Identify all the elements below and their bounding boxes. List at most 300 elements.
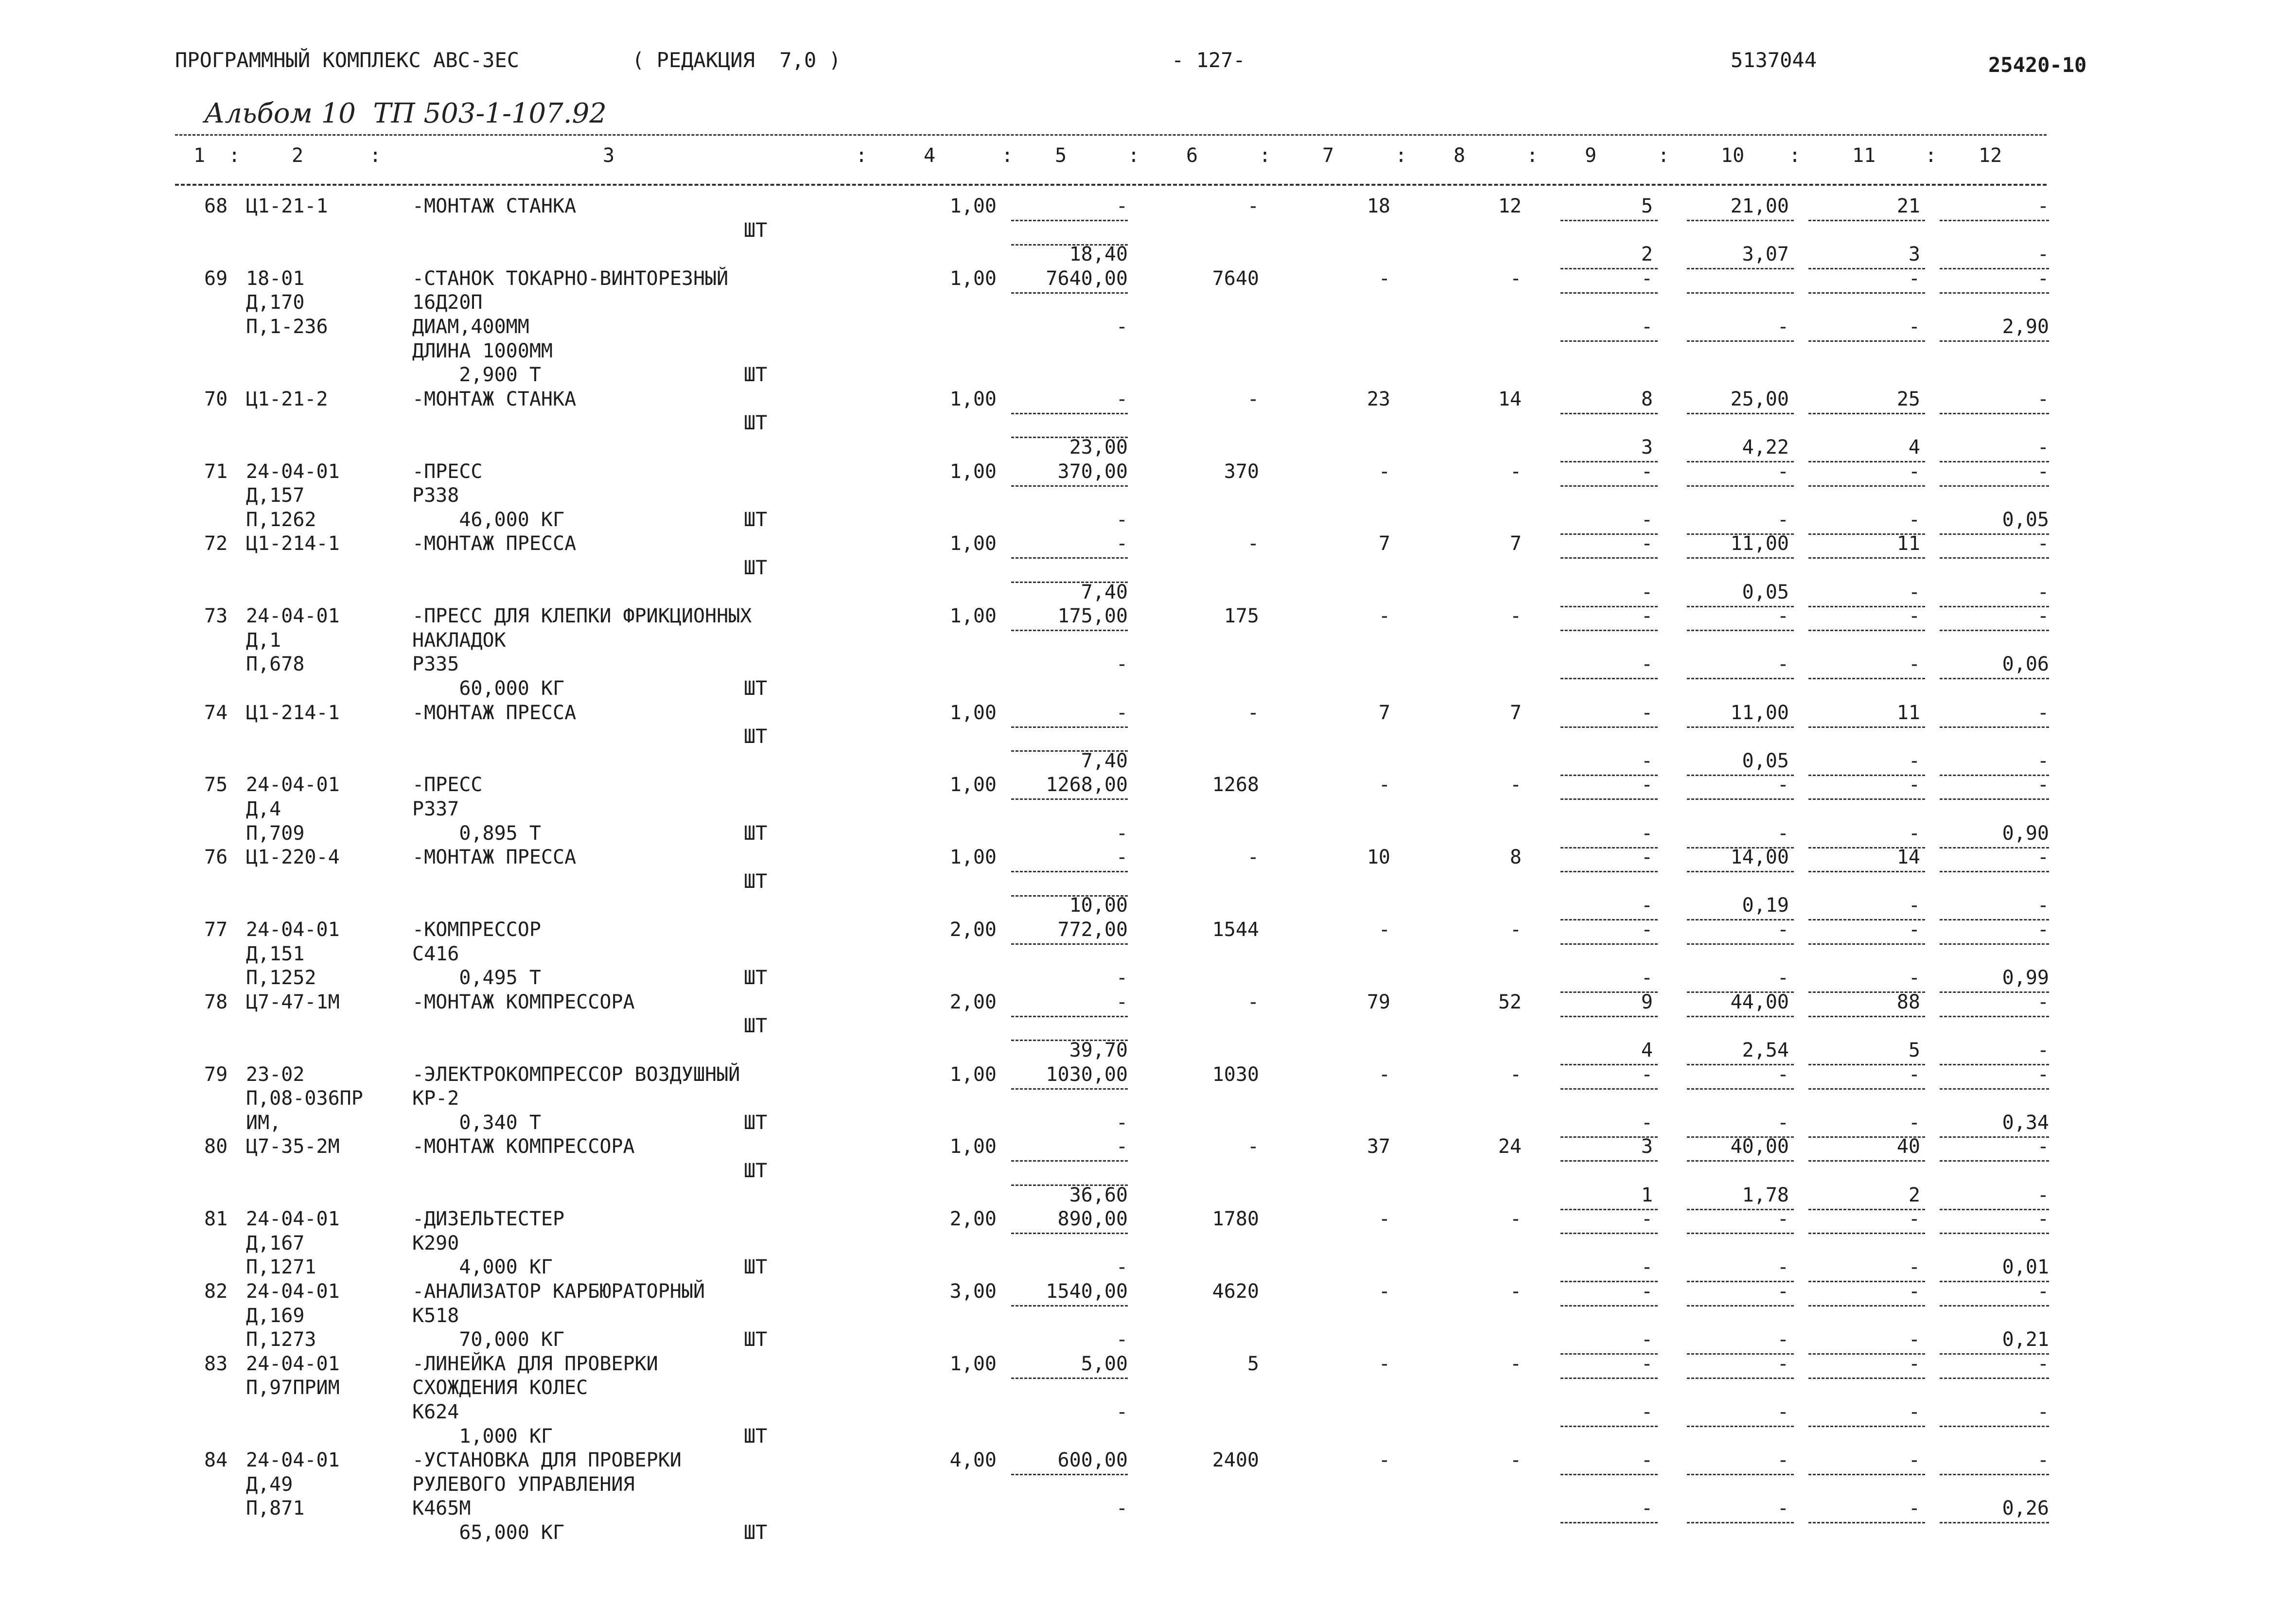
price-underline bbox=[1011, 798, 1128, 800]
cell-c10: 11,00 bbox=[1730, 532, 1789, 555]
cell-underline bbox=[1687, 726, 1794, 728]
cell-c11: - bbox=[1908, 316, 1920, 338]
column-header-10: 10 bbox=[1721, 144, 1745, 167]
cell-code: П,1262 bbox=[246, 508, 316, 531]
cell-num: 80 bbox=[204, 1135, 228, 1158]
cell-num: 73 bbox=[204, 605, 228, 628]
cell-unit: ШТ bbox=[744, 1328, 768, 1351]
cell-underline bbox=[1560, 1522, 1658, 1523]
cell-code: Ц7-35-2М bbox=[246, 1135, 340, 1158]
cell-name: -ПРЕСС bbox=[412, 774, 483, 796]
cell-c4: 1,00 bbox=[949, 1135, 997, 1158]
cell-c12: - bbox=[2037, 460, 2049, 483]
cell-num: 77 bbox=[204, 919, 228, 941]
cell-underline bbox=[1940, 678, 2049, 679]
cell-num: 81 bbox=[204, 1208, 228, 1231]
cell-c10: 1,78 bbox=[1742, 1184, 1789, 1206]
cell-unit: ШТ bbox=[744, 677, 768, 700]
cell-c11: - bbox=[1908, 581, 1920, 603]
cell-c5: 7,40 bbox=[1081, 581, 1128, 603]
cell-name: 0,895 Т bbox=[412, 822, 541, 845]
price-underline bbox=[1011, 485, 1128, 487]
cell-c11: - bbox=[1908, 605, 1920, 628]
cell-c5: - bbox=[1116, 1497, 1128, 1520]
cell-c8: - bbox=[1509, 605, 1522, 628]
cell-underline bbox=[1808, 678, 1925, 679]
cell-c6: 1544 bbox=[1212, 919, 1259, 941]
cell-underline bbox=[1560, 1233, 1658, 1234]
cell-code: П,871 bbox=[246, 1497, 305, 1520]
cell-name: 60,000 КГ bbox=[412, 677, 565, 700]
cell-c8: 7 bbox=[1509, 701, 1522, 724]
cell-c11: - bbox=[1908, 1352, 1920, 1375]
cell-c12: - bbox=[2037, 243, 2049, 266]
cell-c9: - bbox=[1641, 532, 1653, 555]
cell-code: Д,167 bbox=[246, 1232, 305, 1255]
cell-c6: 2400 bbox=[1212, 1449, 1259, 1472]
cell-name: 65,000 КГ bbox=[412, 1521, 565, 1544]
cell-c12: 0,26 bbox=[2002, 1497, 2049, 1520]
price-underline bbox=[1011, 413, 1128, 414]
cell-c12: - bbox=[2037, 436, 2049, 459]
cell-c11: - bbox=[1908, 1208, 1920, 1231]
cell-c4: 1,00 bbox=[949, 605, 997, 628]
document-code: 5137044 bbox=[1731, 48, 1817, 72]
cell-underline bbox=[1687, 557, 1794, 559]
price-underline bbox=[1011, 557, 1128, 559]
cell-code: П,709 bbox=[246, 822, 305, 845]
cell-c10: - bbox=[1777, 316, 1789, 338]
cell-underline bbox=[1940, 557, 2049, 559]
cell-underline bbox=[1560, 1305, 1658, 1307]
cell-c10: - bbox=[1777, 653, 1789, 676]
cell-name: -ПРЕСС bbox=[412, 460, 483, 483]
cell-underline bbox=[1560, 1088, 1658, 1090]
cell-c5: 1268,00 bbox=[1046, 774, 1128, 796]
cell-c5: 890,00 bbox=[1057, 1208, 1128, 1231]
cell-c9: - bbox=[1641, 749, 1653, 772]
cell-c4: 2,00 bbox=[949, 990, 997, 1013]
cell-name: К518 bbox=[412, 1304, 459, 1327]
cell-c11: 40 bbox=[1896, 1135, 1920, 1158]
cell-c6: - bbox=[1247, 532, 1259, 555]
cell-c6: 175 bbox=[1224, 605, 1259, 628]
cell-name: -МОНТАЖ ПРЕССА bbox=[412, 701, 577, 724]
cell-c9: - bbox=[1641, 653, 1653, 676]
cell-c9: 5 bbox=[1641, 195, 1653, 217]
column-header-6: 6 bbox=[1186, 144, 1198, 167]
cell-name: -КОМПРЕССОР bbox=[412, 919, 541, 941]
cell-underline bbox=[1808, 1016, 1925, 1017]
cell-c9: - bbox=[1641, 846, 1653, 869]
cell-code: 24-04-01 bbox=[246, 774, 340, 796]
cell-c9: 1 bbox=[1641, 1184, 1653, 1206]
column-header-1: 1 bbox=[193, 144, 206, 167]
cell-c11: 11 bbox=[1896, 532, 1920, 555]
cell-c5: 23,00 bbox=[1069, 436, 1128, 459]
cell-underline bbox=[1940, 485, 2049, 487]
cell-c11: - bbox=[1908, 1328, 1920, 1351]
cell-c6: - bbox=[1247, 846, 1259, 869]
cell-c11: - bbox=[1908, 822, 1920, 845]
cell-code: 24-04-01 bbox=[246, 1280, 340, 1303]
cell-c12: - bbox=[2037, 894, 2049, 917]
cell-c8: 12 bbox=[1498, 195, 1522, 217]
cell-c9: - bbox=[1641, 967, 1653, 990]
cell-code: Д,4 bbox=[246, 798, 281, 820]
cell-code: 18-01 bbox=[246, 267, 305, 290]
cell-c9: - bbox=[1641, 1280, 1653, 1303]
cell-code: П,1252 bbox=[246, 967, 316, 990]
cell-c8: 24 bbox=[1498, 1135, 1522, 1158]
cell-c7: 10 bbox=[1367, 846, 1390, 869]
cell-code: Ц1-220-4 bbox=[246, 846, 340, 869]
header-separator bbox=[175, 184, 2047, 186]
cell-underline bbox=[1808, 1160, 1925, 1162]
cell-code: ИМ, bbox=[246, 1111, 281, 1134]
column-header-8: 8 bbox=[1454, 144, 1466, 167]
cell-name: К290 bbox=[412, 1232, 459, 1255]
cell-c11: - bbox=[1908, 1401, 1920, 1423]
cell-c8: - bbox=[1509, 1352, 1522, 1375]
cell-c5: - bbox=[1116, 846, 1128, 869]
cell-c11: - bbox=[1908, 1256, 1920, 1279]
cell-underline bbox=[1560, 485, 1658, 487]
cell-c7: 18 bbox=[1367, 195, 1390, 217]
cell-c7: - bbox=[1378, 605, 1390, 628]
cell-c10: - bbox=[1777, 1111, 1789, 1134]
cell-c12: - bbox=[2037, 581, 2049, 603]
cell-c9: - bbox=[1641, 1208, 1653, 1231]
cell-underline bbox=[1560, 871, 1658, 872]
cell-c11: 3 bbox=[1908, 243, 1920, 266]
cell-c12: - bbox=[2037, 1208, 2049, 1231]
cell-code: Д,170 bbox=[246, 291, 305, 314]
cell-num: 79 bbox=[204, 1063, 228, 1086]
cell-c10: - bbox=[1777, 1063, 1789, 1086]
cell-c11: 4 bbox=[1908, 436, 1920, 459]
column-header-7: 7 bbox=[1322, 144, 1334, 167]
cell-c9: 3 bbox=[1641, 436, 1653, 459]
cell-c6: 370 bbox=[1224, 460, 1259, 483]
price-underline bbox=[1011, 871, 1128, 872]
cell-name: 1,000 КГ bbox=[412, 1425, 553, 1448]
cell-c7: - bbox=[1378, 1280, 1390, 1303]
cell-unit: ШТ bbox=[744, 870, 768, 893]
cell-name: 0,495 Т bbox=[412, 967, 541, 990]
cell-underline bbox=[1808, 1088, 1925, 1090]
cell-c4: 1,00 bbox=[949, 195, 997, 217]
cell-underline bbox=[1687, 1160, 1794, 1162]
cell-c12: 2,90 bbox=[2002, 316, 2049, 338]
cell-code: 24-04-01 bbox=[246, 1208, 340, 1231]
column-separator: : bbox=[1259, 144, 1271, 167]
cell-name: -ПРЕСС ДЛЯ КЛЕПКИ ФРИКЦИОННЫХ bbox=[412, 605, 752, 628]
cell-code: Ц1-21-2 bbox=[246, 388, 328, 410]
cell-name: НАКЛАДОК bbox=[412, 629, 506, 652]
cell-c5: - bbox=[1116, 388, 1128, 410]
column-separator: : bbox=[1925, 144, 1937, 167]
cell-code: П,97ПРИМ bbox=[246, 1377, 340, 1399]
cell-c9: - bbox=[1641, 267, 1653, 290]
cell-underline bbox=[1560, 557, 1658, 559]
cell-c10: - bbox=[1777, 1352, 1789, 1375]
cell-code: 23-02 bbox=[246, 1063, 305, 1086]
cell-c10: 0,05 bbox=[1742, 581, 1789, 603]
cell-c12: - bbox=[2037, 267, 2049, 290]
cell-c4: 1,00 bbox=[949, 532, 997, 555]
column-separator: : bbox=[1658, 144, 1670, 167]
cell-underline bbox=[1808, 1305, 1925, 1307]
cell-c12: - bbox=[2037, 990, 2049, 1013]
cell-underline bbox=[1687, 220, 1794, 221]
cell-name: СХОЖДЕНИЯ КОЛЕС bbox=[412, 1377, 588, 1399]
cell-underline bbox=[1687, 630, 1794, 631]
cell-c5: 1030,00 bbox=[1046, 1063, 1128, 1086]
cell-c12: 0,90 bbox=[2002, 822, 2049, 845]
cell-underline bbox=[1687, 340, 1794, 342]
cell-c9: - bbox=[1641, 701, 1653, 724]
cell-c10: - bbox=[1777, 605, 1789, 628]
cell-c5: 772,00 bbox=[1057, 919, 1128, 941]
cell-underline bbox=[1687, 1088, 1794, 1090]
cell-c9: 4 bbox=[1641, 1039, 1653, 1061]
column-header-9: 9 bbox=[1585, 144, 1597, 167]
cell-c12: - bbox=[2037, 919, 2049, 941]
cell-c9: - bbox=[1641, 1401, 1653, 1423]
cell-unit: ШТ bbox=[744, 1111, 768, 1134]
cell-num: 82 bbox=[204, 1280, 228, 1303]
cell-c9: - bbox=[1641, 1256, 1653, 1279]
cell-c5: - bbox=[1116, 701, 1128, 724]
cell-c6: 5 bbox=[1247, 1352, 1259, 1375]
cell-code: П,1271 bbox=[246, 1256, 316, 1279]
column-separator: : bbox=[1128, 144, 1140, 167]
cell-c12: - bbox=[2037, 1280, 2049, 1303]
cell-c4: 1,00 bbox=[949, 774, 997, 796]
cell-underline bbox=[1940, 1522, 2049, 1523]
cell-c5: - bbox=[1116, 967, 1128, 990]
cell-name: Р337 bbox=[412, 798, 459, 820]
cell-c12: - bbox=[2037, 1401, 2049, 1423]
cell-c7: - bbox=[1378, 267, 1390, 290]
cell-underline bbox=[1687, 268, 1794, 269]
cell-c11: 21 bbox=[1896, 195, 1920, 217]
cell-underline bbox=[1940, 1305, 2049, 1307]
cell-underline bbox=[1940, 292, 2049, 294]
cell-underline bbox=[1560, 340, 1658, 342]
cell-name: -УСТАНОВКА ДЛЯ ПРОВЕРКИ bbox=[412, 1449, 682, 1472]
cell-unit: ШТ bbox=[744, 219, 768, 242]
cell-unit: ШТ bbox=[744, 508, 768, 531]
cell-c11: - bbox=[1908, 1497, 1920, 1520]
cell-underline bbox=[1808, 557, 1925, 559]
cell-c10: 2,54 bbox=[1742, 1039, 1789, 1061]
column-separator: : bbox=[228, 144, 241, 167]
column-header-5: 5 bbox=[1055, 144, 1067, 167]
cell-name: 2,900 Т bbox=[412, 364, 541, 387]
price-underline bbox=[1011, 1160, 1128, 1162]
cell-c5: - bbox=[1116, 195, 1128, 217]
cell-c5: - bbox=[1116, 1256, 1128, 1279]
cell-c10: 4,22 bbox=[1742, 436, 1789, 459]
cell-c7: - bbox=[1378, 919, 1390, 941]
cell-c10: - bbox=[1777, 1328, 1789, 1351]
cell-name: -ЛИНЕЙКА ДЛЯ ПРОВЕРКИ bbox=[412, 1352, 658, 1375]
cell-underline bbox=[1940, 340, 2049, 342]
cell-c5: - bbox=[1116, 653, 1128, 676]
cell-code: Ц7-47-1М bbox=[246, 990, 340, 1013]
price-underline bbox=[1011, 1474, 1128, 1475]
cell-c10: - bbox=[1777, 460, 1789, 483]
column-header-11: 11 bbox=[1852, 144, 1876, 167]
cell-name: ДЛИНА 1000ММ bbox=[412, 339, 553, 362]
cell-name: -МОНТАЖ СТАНКА bbox=[412, 388, 577, 410]
cell-c9: 9 bbox=[1641, 990, 1653, 1013]
cell-num: 69 bbox=[204, 267, 228, 290]
cell-c12: - bbox=[2037, 532, 2049, 555]
cell-c5: - bbox=[1116, 1328, 1128, 1351]
cell-c11: - bbox=[1908, 919, 1920, 941]
cell-underline bbox=[1940, 871, 2049, 872]
cell-c11: - bbox=[1908, 774, 1920, 796]
cell-c11: - bbox=[1908, 460, 1920, 483]
cell-underline bbox=[1560, 1474, 1658, 1475]
cell-c9: - bbox=[1641, 460, 1653, 483]
cell-c10: 14,00 bbox=[1730, 846, 1789, 869]
cell-c5: 18,40 bbox=[1069, 243, 1128, 266]
cell-name: 4,000 КГ bbox=[412, 1256, 553, 1279]
cell-name: ДИАМ,400ММ bbox=[412, 316, 529, 338]
cell-c9: - bbox=[1641, 605, 1653, 628]
cell-underline bbox=[1687, 798, 1794, 800]
cell-c12: 0,06 bbox=[2002, 653, 2049, 676]
cell-c5: 370,00 bbox=[1057, 460, 1128, 483]
cell-c11: - bbox=[1908, 1111, 1920, 1134]
cell-c9: - bbox=[1641, 919, 1653, 941]
cell-underline bbox=[1808, 943, 1925, 945]
cell-num: 83 bbox=[204, 1352, 228, 1375]
cell-c5: 600,00 bbox=[1057, 1449, 1128, 1472]
cell-c11: - bbox=[1908, 1063, 1920, 1086]
cell-c8: - bbox=[1509, 1280, 1522, 1303]
cell-c6: - bbox=[1247, 195, 1259, 217]
cell-c9: - bbox=[1641, 1328, 1653, 1351]
price-underline bbox=[1011, 630, 1128, 631]
price-underline bbox=[1011, 220, 1128, 221]
cell-c5: 36,60 bbox=[1069, 1184, 1128, 1206]
cell-underline bbox=[1560, 1160, 1658, 1162]
cell-num: 78 bbox=[204, 990, 228, 1013]
cell-c10: - bbox=[1777, 1280, 1789, 1303]
cell-c10: - bbox=[1777, 1256, 1789, 1279]
cell-c10: - bbox=[1777, 1497, 1789, 1520]
cell-c4: 1,00 bbox=[949, 388, 997, 410]
cell-underline bbox=[1808, 1233, 1925, 1234]
cell-code: Д,151 bbox=[246, 942, 305, 965]
cell-c11: - bbox=[1908, 1449, 1920, 1472]
cell-underline bbox=[1560, 1426, 1658, 1427]
cell-name: Р335 bbox=[412, 653, 459, 676]
cell-c10: 3,07 bbox=[1742, 243, 1789, 266]
cell-c11: 25 bbox=[1896, 388, 1920, 410]
cell-c6: 1268 bbox=[1212, 774, 1259, 796]
cell-underline bbox=[1687, 1474, 1794, 1475]
cell-underline bbox=[1687, 871, 1794, 872]
cell-c12: - bbox=[2037, 749, 2049, 772]
cell-underline bbox=[1940, 1016, 2049, 1017]
cell-name: -МОНТАЖ ПРЕССА bbox=[412, 846, 577, 869]
cell-c4: 1,00 bbox=[949, 846, 997, 869]
cell-c8: - bbox=[1509, 774, 1522, 796]
cell-c9: - bbox=[1641, 894, 1653, 917]
cell-name: -АНАЛИЗАТОР КАРБЮРАТОРНЫЙ bbox=[412, 1280, 705, 1303]
cell-c11: 88 bbox=[1896, 990, 1920, 1013]
cell-unit: ШТ bbox=[744, 364, 768, 387]
price-underline bbox=[1011, 1305, 1128, 1307]
cell-underline bbox=[1560, 292, 1658, 294]
cell-name: -МОНТАЖ КОМПРЕССОРА bbox=[412, 990, 635, 1013]
cell-underline bbox=[1560, 1016, 1658, 1017]
cell-c5: - bbox=[1116, 508, 1128, 531]
cell-underline bbox=[1687, 1233, 1794, 1234]
cell-unit: ШТ bbox=[744, 1015, 768, 1038]
cell-c7: 79 bbox=[1367, 990, 1390, 1013]
cell-c8: - bbox=[1509, 1449, 1522, 1472]
cell-name: 0,340 Т bbox=[412, 1111, 541, 1134]
cell-name: -МОНТАЖ СТАНКА bbox=[412, 195, 577, 217]
cell-c4: 3,00 bbox=[949, 1280, 997, 1303]
column-header-12: 12 bbox=[1979, 144, 2002, 167]
price-underline bbox=[1011, 1016, 1128, 1017]
cell-c11: 5 bbox=[1908, 1039, 1920, 1061]
cell-underline bbox=[1687, 1378, 1794, 1379]
cell-c7: - bbox=[1378, 1208, 1390, 1231]
cell-unit: ШТ bbox=[744, 822, 768, 845]
cell-c10: 40,00 bbox=[1730, 1135, 1789, 1158]
cell-name: РУЛЕВОГО УПРАВЛЕНИЯ bbox=[412, 1473, 635, 1496]
cell-underline bbox=[1808, 485, 1925, 487]
cell-underline bbox=[1560, 220, 1658, 221]
cell-c11: - bbox=[1908, 508, 1920, 531]
column-separator: : bbox=[369, 144, 382, 167]
cell-c5: 39,70 bbox=[1069, 1039, 1128, 1061]
cell-c7: - bbox=[1378, 1063, 1390, 1086]
cell-c5: - bbox=[1116, 990, 1128, 1013]
cell-code: 24-04-01 bbox=[246, 460, 340, 483]
cell-underline bbox=[1808, 1522, 1925, 1523]
column-separator: : bbox=[1001, 144, 1014, 167]
cell-c5: 7,40 bbox=[1081, 749, 1128, 772]
cell-underline bbox=[1560, 726, 1658, 728]
cell-c10: 11,00 bbox=[1730, 701, 1789, 724]
cell-underline bbox=[1560, 678, 1658, 679]
cell-c8: - bbox=[1509, 460, 1522, 483]
cell-name: КР-2 bbox=[412, 1087, 459, 1110]
cell-c11: - bbox=[1908, 653, 1920, 676]
cell-c6: - bbox=[1247, 990, 1259, 1013]
cell-c5: - bbox=[1116, 1111, 1128, 1134]
cell-underline bbox=[1560, 630, 1658, 631]
cell-c5: 5,00 bbox=[1081, 1352, 1128, 1375]
album-handwritten-label: Альбом 10 ТП 503-1-107.92 bbox=[204, 98, 607, 129]
cell-c5: 175,00 bbox=[1057, 605, 1128, 628]
cell-c7: 37 bbox=[1367, 1135, 1390, 1158]
cell-underline bbox=[1808, 726, 1925, 728]
cell-num: 71 bbox=[204, 460, 228, 483]
cell-c4: 1,00 bbox=[949, 701, 997, 724]
cell-underline bbox=[1808, 1474, 1925, 1475]
